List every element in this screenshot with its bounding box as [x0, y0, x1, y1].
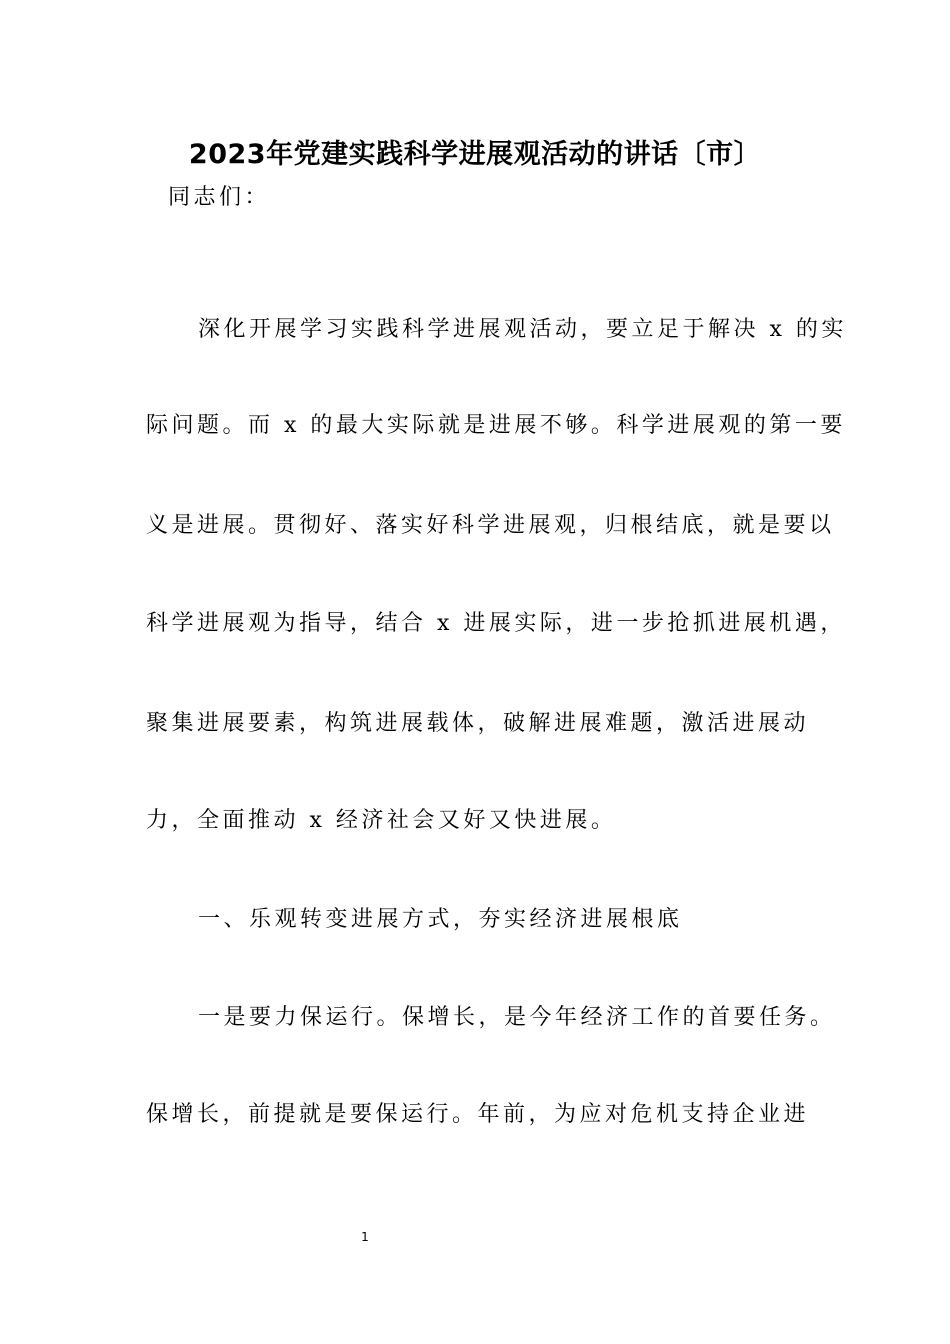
- paragraph-line: 科学进展观为指导，结合 x 进展实际，进一步抢抓进展机遇，: [146, 611, 846, 636]
- paragraph-line: 际问题。而 x 的最大实际就是进展不够。科学进展观的第一要: [146, 413, 846, 438]
- document-title: 2023年党建实践科学进展观活动的讲话〔市〕: [188, 139, 762, 170]
- greeting: 同志们：: [168, 185, 271, 210]
- paragraph-line: 一是要力保运行。保增长，是今年经济工作的首要任务。: [198, 1005, 836, 1030]
- paragraph-line: 力，全面推动 x 经济社会又好又快进展。: [146, 808, 617, 833]
- paragraph-line: 聚集进展要素，构筑进展载体，破解进展难题，激活进展动: [146, 711, 810, 736]
- paragraph-line: 义是进展。贯彻好、落实好科学进展观，归根结底，就是要以: [146, 513, 835, 538]
- section-heading: 一、乐观转变进展方式，夯实经济进展根底: [198, 907, 683, 932]
- paragraph-line: 保增长，前提就是要保运行。年前，为应对危机支持企业进: [146, 1102, 810, 1127]
- page-number: 1: [361, 1230, 369, 1244]
- paragraph-line: 深化开展学习实践科学进展观活动，要立足于解决 x 的实: [198, 317, 847, 342]
